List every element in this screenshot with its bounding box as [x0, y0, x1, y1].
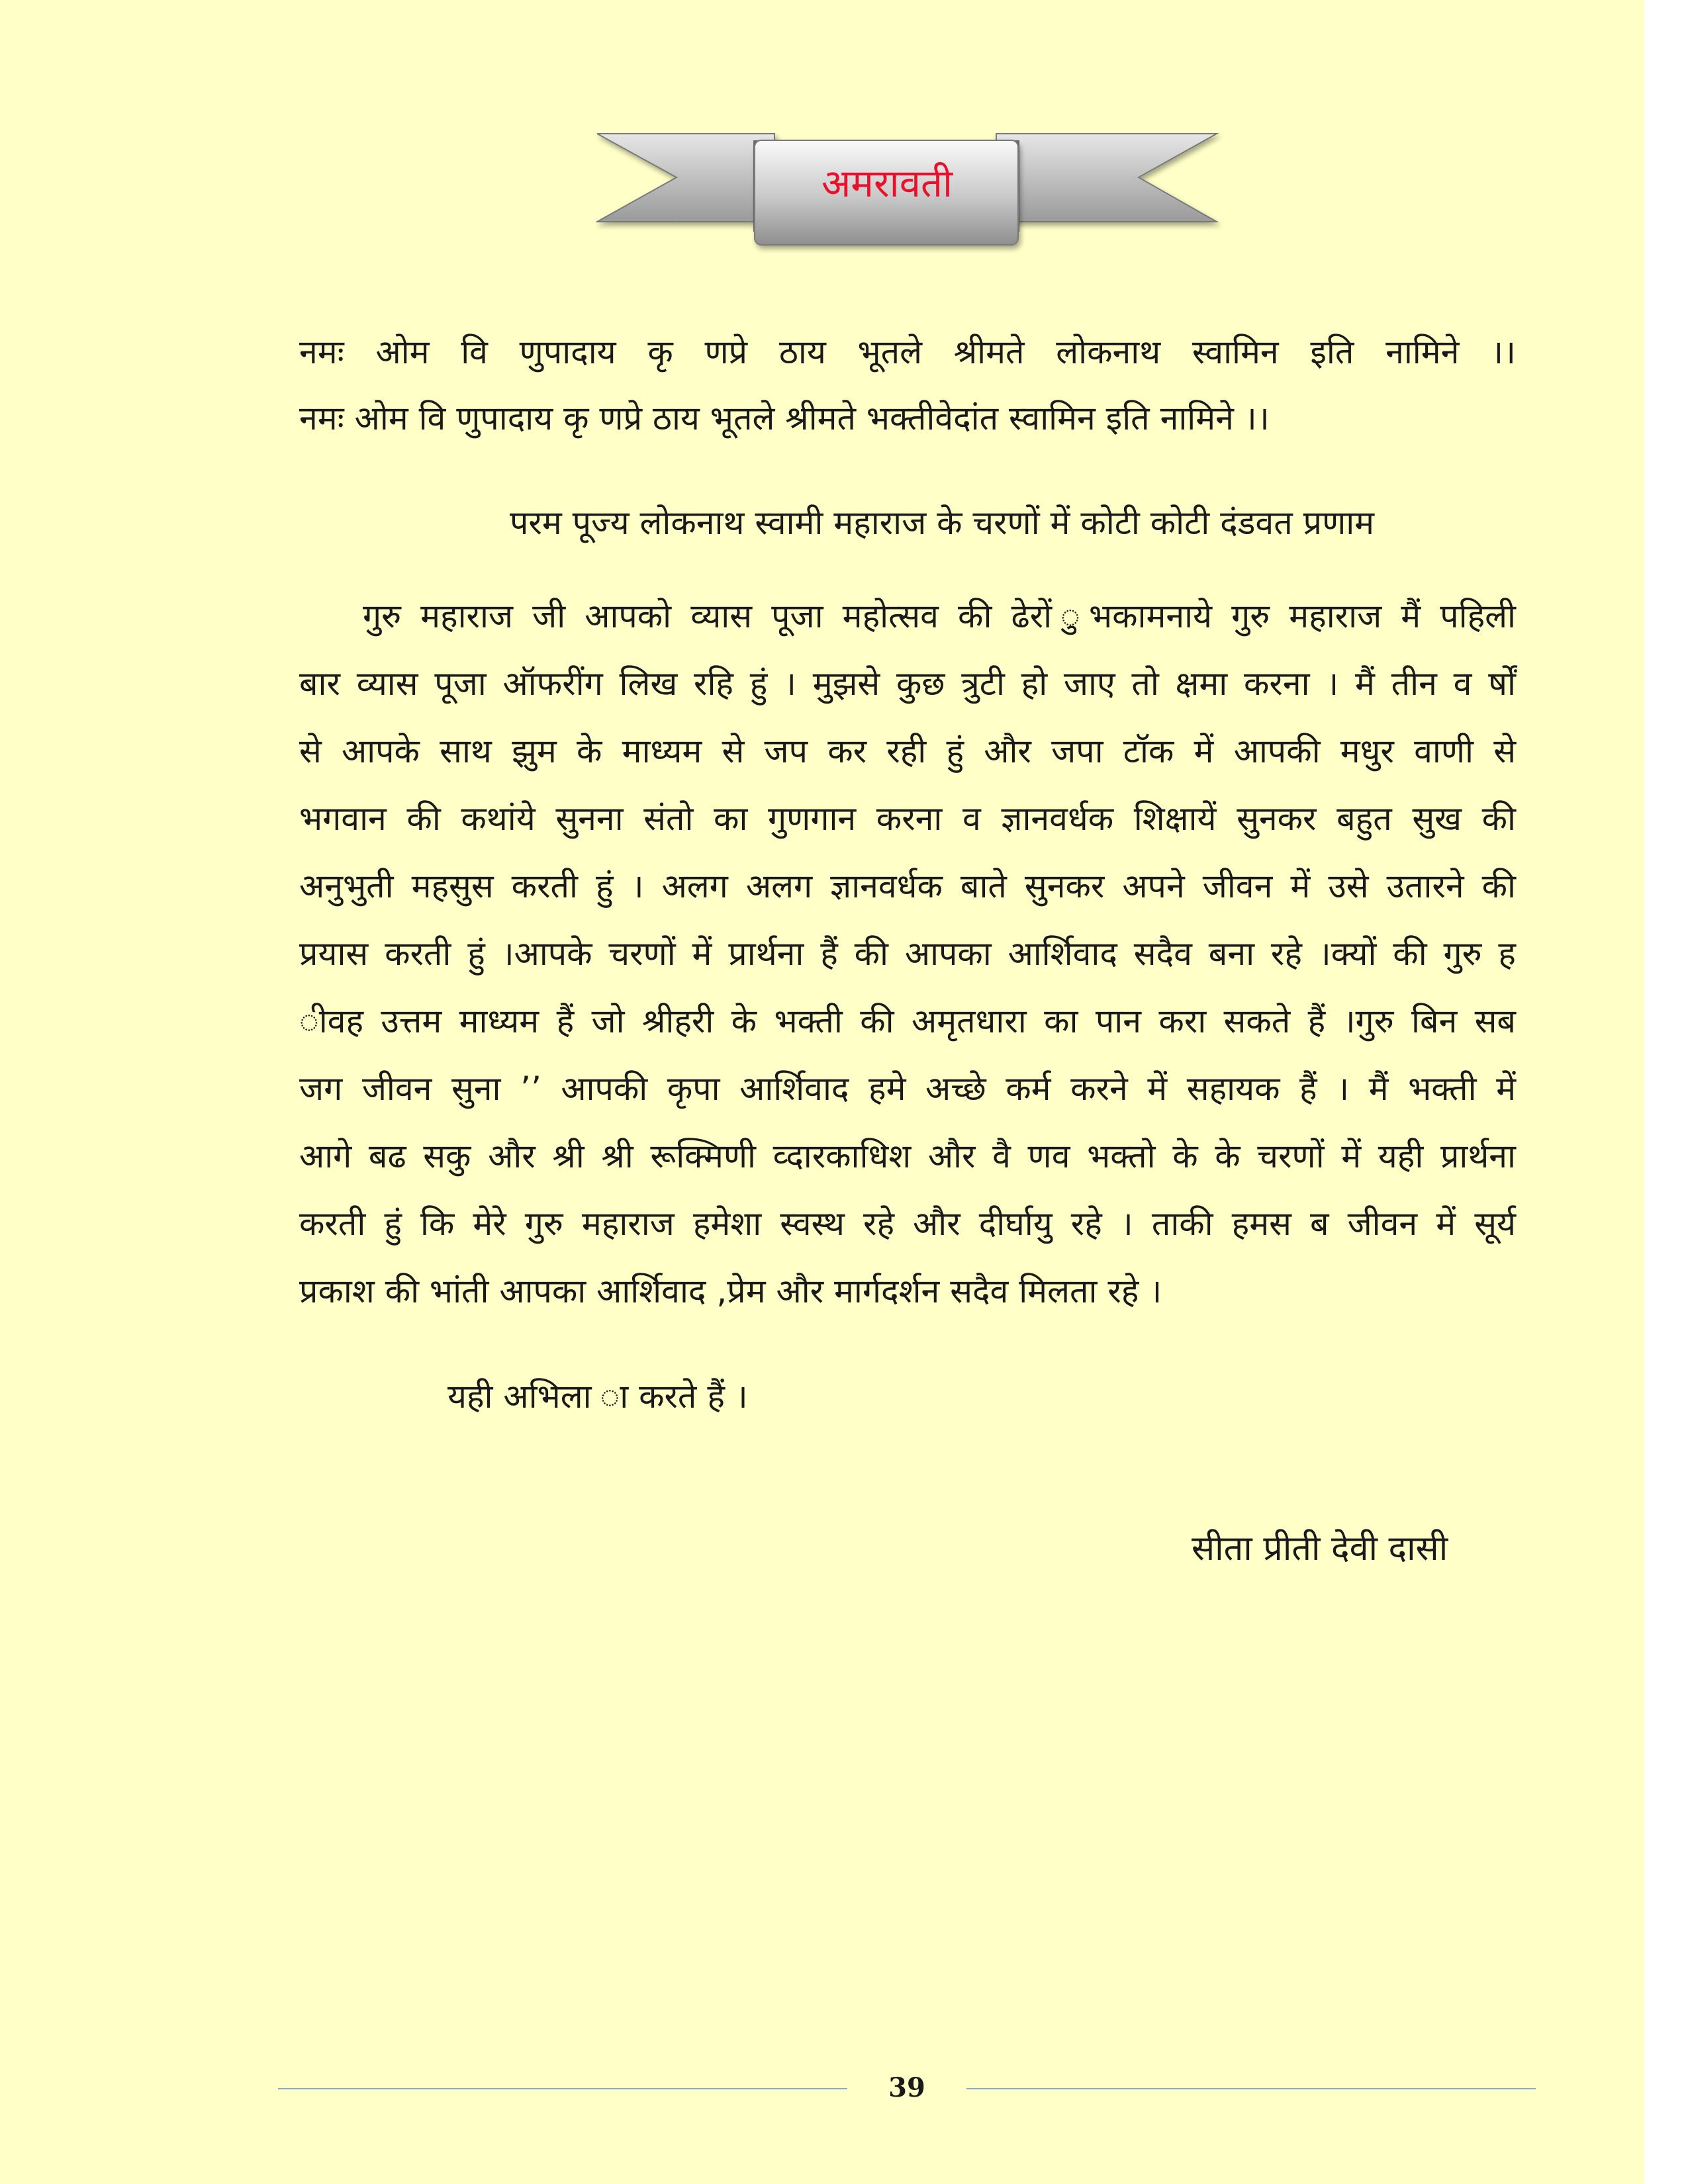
body-line: गुरु महाराज जी आपको व्यास पूजा महोत्सव की ढेरों ुभकामनाये गुरु महाराज मैं पहिली: [363, 597, 1516, 635]
body-paragraph: [299, 582, 1516, 1325]
body-line: बार व्यास पूजा ऑफरींग लिख रहि हुं । मुझसे कुछ त्रुटी हो जाए तो क्षमा करना । मैं तीन व र्षों: [299, 664, 1516, 703]
body-line: से आपके साथ झुम के माध्यम से जप कर रही हुं और जपा टॉक में आपकी मधुर वाणी से: [299, 732, 1516, 770]
invocation-line-1: नमः ओम वि णुपादाय कृ णप्रे ठाय भूतले श्रीमते लोकनाथ स्वामिन इति नामिने ।।: [299, 333, 1516, 371]
body-line: भगवान की कथांये सुनना संतो का गुणगान करना व ज्ञानवर्धक शिक्षायें सुनकर बहुत सुख की: [299, 799, 1516, 838]
ribbon-right-tail: [996, 134, 1217, 222]
body-line: प्रयास करती हुं ।आपके चरणों में प्रार्थना हैं की आपका आर्शिवाद सदैव बना रहे ।क्यों की गुरु ह: [299, 934, 1516, 973]
body-line: प्रकाश की भांती आपका आर्शिवाद ,प्रेम और मार्गदर्शन सदैव मिलता रहे ।: [299, 1272, 1162, 1310]
ribbon-left-tail: [597, 134, 774, 222]
body-line: करती हुं कि मेरे गुरु महाराज हमेशा स्वस्थ रहे और दीर्घायु रहे । ताकी हमस ब जीवन में सूर्य: [299, 1205, 1516, 1243]
salutation: परम पूज्य लोकनाथ स्वामी महाराज के चरणों में कोटी कोटी दंडवत प्रणाम: [510, 504, 1375, 542]
banner-title: अमरावती: [821, 161, 953, 206]
page-number: 39: [888, 2072, 925, 2103]
page-edge-strip: [1644, 0, 1688, 2184]
signature: सीता प्रीती देवी दासी: [1192, 1529, 1448, 1569]
footer-rule-left: [278, 2088, 847, 2089]
title-banner: [596, 126, 1244, 258]
body-line: जग जीवन सुना ’’ आपकी कृपा आर्शिवाद हमे अच्छे कर्म करने में सहायक हैं । मैं भक्ती में: [299, 1069, 1516, 1108]
closing-line: यही अभिला ा करते हैं ।: [447, 1377, 748, 1416]
body-line: अनुभुती महसुस करती हुं । अलग अलग ज्ञानवर्धक बाते सुनकर अपने जीवन में उसे उतारने की: [299, 867, 1516, 905]
body-line: ीवह उत्तम माध्यम हैं जो श्रीहरी के भक्ती की अमृतधारा का पान करा सकते हैं ।गुरु बिन सब: [299, 1002, 1516, 1040]
footer-rule-right: [966, 2088, 1536, 2089]
invocation-line-2: नमः ओम वि णुपादाय कृ णप्रे ठाय भूतले श्रीमते भक्तीवेदांत स्वामिन इति नामिने ।।: [299, 399, 1270, 437]
body-line: आगे बढ सकु और श्री श्री रूक्मिणी व्दारकाधिश और वै णव भक्तो के के चरणों में यही प्रार्थना: [299, 1137, 1516, 1175]
